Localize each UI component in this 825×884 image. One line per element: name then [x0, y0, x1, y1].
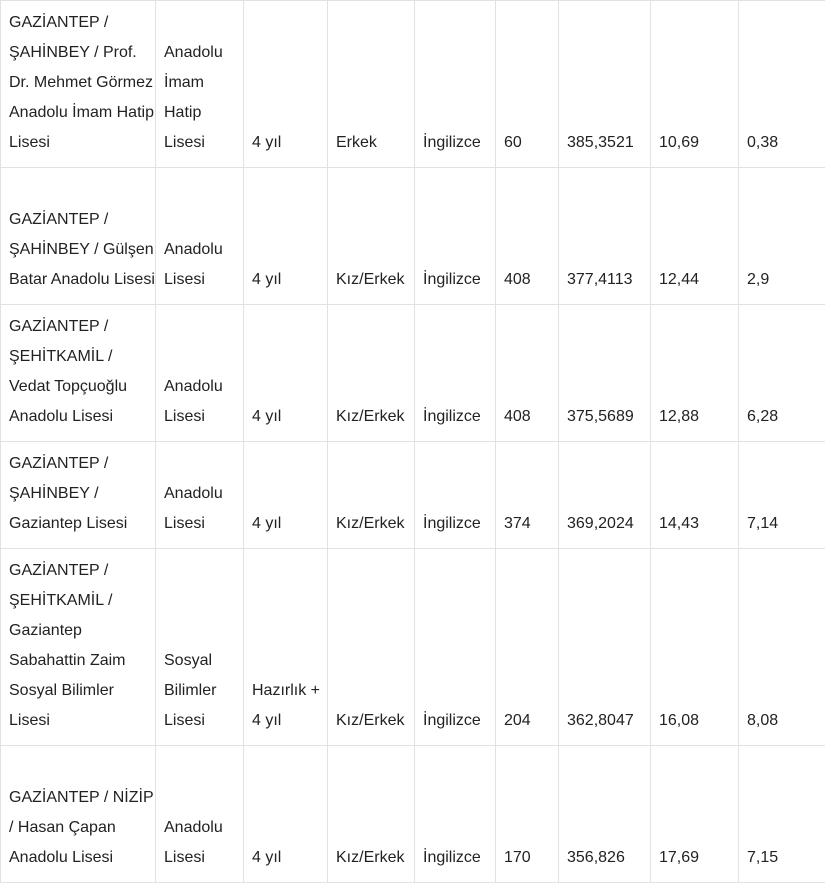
score-cell: 369,2024	[559, 442, 651, 549]
score-cell: 385,3521	[559, 1, 651, 168]
last-value-cell: 7,14	[739, 442, 825, 549]
gender-cell: Kız/Erkek	[328, 746, 415, 883]
table-row	[1, 442, 825, 549]
school-type-cell: Anadolu İmam Hatip Lisesi	[156, 1, 244, 168]
duration-cell: 4 yıl	[244, 442, 328, 549]
duration-cell: 4 yıl	[244, 168, 328, 305]
school-type-cell: Anadolu Lisesi	[156, 746, 244, 883]
school-type-cell: Anadolu Lisesi	[156, 442, 244, 549]
last-value-cell: 2,9	[739, 168, 825, 305]
language-cell: İngilizce	[415, 1, 496, 168]
percentile-cell: 16,08	[651, 549, 739, 746]
language-cell: İngilizce	[415, 305, 496, 442]
quota-cell: 60	[496, 1, 559, 168]
gender-cell: Kız/Erkek	[328, 549, 415, 746]
quota-cell: 408	[496, 305, 559, 442]
table-row	[1, 168, 825, 305]
gender-cell: Kız/Erkek	[328, 305, 415, 442]
quota-cell: 374	[496, 442, 559, 549]
table-row	[1, 1, 825, 168]
school-name-cell: GAZİANTEP / ŞAHİNBEY / Prof. Dr. Mehmet Görmez Anadolu İmam Hatip Lisesi	[1, 1, 156, 168]
school-table-body	[1, 1, 825, 883]
school-name-cell: GAZİANTEP / NİZİP / Hasan Çapan Anadolu Lisesi	[1, 746, 156, 883]
duration-cell: 4 yıl	[244, 746, 328, 883]
gender-cell: Erkek	[328, 1, 415, 168]
school-name-cell: GAZİANTEP / ŞAHİNBEY / Gaziantep Lisesi	[1, 442, 156, 549]
table-row	[1, 746, 825, 883]
percentile-cell: 10,69	[651, 1, 739, 168]
quota-cell: 204	[496, 549, 559, 746]
percentile-cell: 12,44	[651, 168, 739, 305]
school-type-cell: Anadolu Lisesi	[156, 305, 244, 442]
gender-cell: Kız/Erkek	[328, 168, 415, 305]
duration-cell: Hazırlık + 4 yıl	[244, 549, 328, 746]
score-cell: 375,5689	[559, 305, 651, 442]
quota-cell: 408	[496, 168, 559, 305]
duration-cell: 4 yıl	[244, 305, 328, 442]
school-name-cell: GAZİANTEP / ŞEHİTKAMİL / Vedat Topçuoğlu Anadolu Lisesi	[1, 305, 156, 442]
gender-cell: Kız/Erkek	[328, 442, 415, 549]
last-value-cell: 8,08	[739, 549, 825, 746]
duration-cell: 4 yıl	[244, 1, 328, 168]
table-row	[1, 549, 825, 746]
percentile-cell: 12,88	[651, 305, 739, 442]
percentile-cell: 17,69	[651, 746, 739, 883]
language-cell: İngilizce	[415, 549, 496, 746]
table-row	[1, 305, 825, 442]
last-value-cell: 7,15	[739, 746, 825, 883]
language-cell: İngilizce	[415, 442, 496, 549]
last-value-cell: 6,28	[739, 305, 825, 442]
quota-cell: 170	[496, 746, 559, 883]
percentile-cell: 14,43	[651, 442, 739, 549]
last-value-cell: 0,38	[739, 1, 825, 168]
school-name-cell: GAZİANTEP / ŞAHİNBEY / Gülşen Batar Anadolu Lisesi	[1, 168, 156, 305]
score-cell: 362,8047	[559, 549, 651, 746]
school-type-cell: Anadolu Lisesi	[156, 168, 244, 305]
school-name-cell: GAZİANTEP / ŞEHİTKAMİL / Gaziantep Sabahattin Zaim Sosyal Bilimler Lisesi	[1, 549, 156, 746]
school-type-cell: Sosyal Bilimler Lisesi	[156, 549, 244, 746]
language-cell: İngilizce	[415, 746, 496, 883]
score-cell: 377,4113	[559, 168, 651, 305]
language-cell: İngilizce	[415, 168, 496, 305]
score-cell: 356,826	[559, 746, 651, 883]
